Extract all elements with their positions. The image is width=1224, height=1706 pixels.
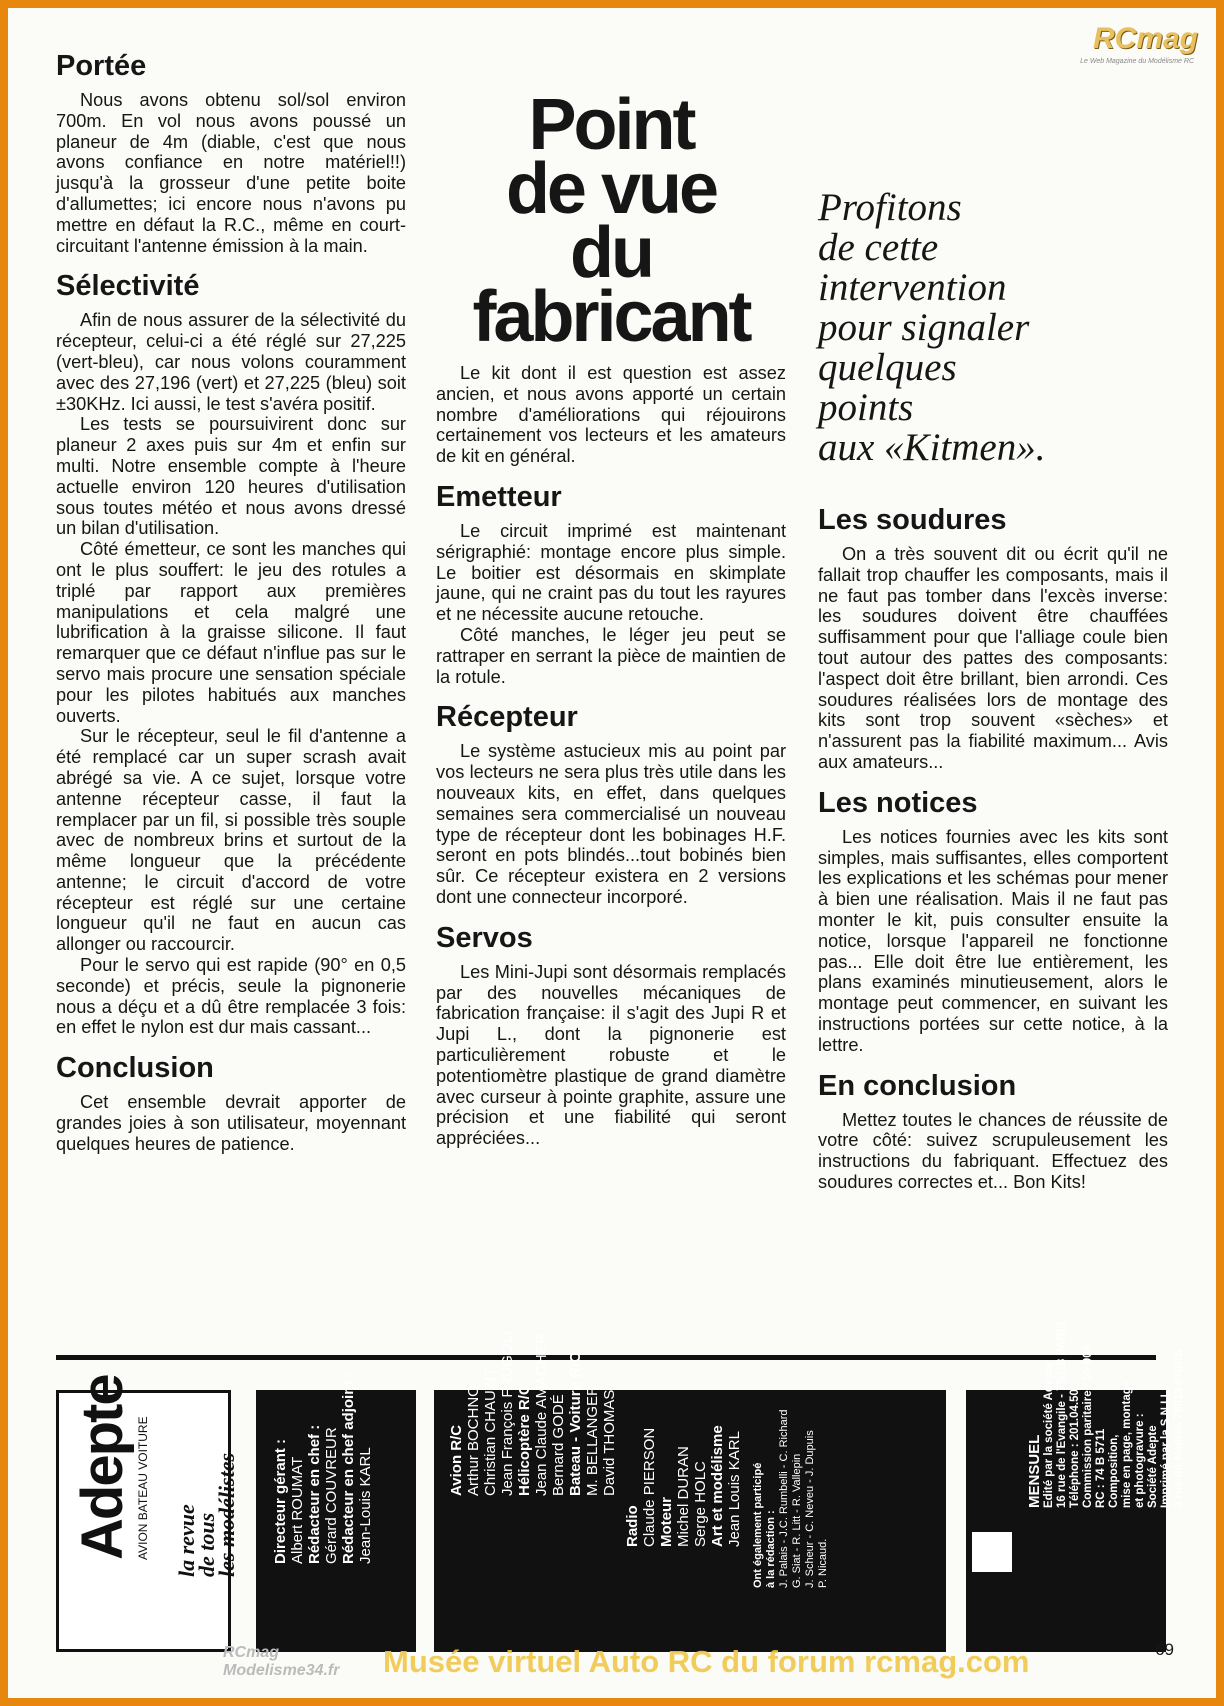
- slogan-line: la revue: [174, 1504, 199, 1577]
- staff-role: Art et modélisme: [709, 1425, 726, 1547]
- staff-role: Directeur gérant :: [272, 1438, 289, 1564]
- intro-line: aux «Kitmen».: [818, 426, 1046, 469]
- staff-name: Serge HOLC: [692, 1461, 709, 1547]
- intro-line: Profitons: [818, 186, 962, 229]
- staff-name: Michel DURAN: [675, 1446, 692, 1547]
- paragraph: Sur le récepteur, seul le fil d'antenne a été remplacé car un super scrash avait abrégé sa vie. A ce sujet, lorsque votre antenne récepteur casse, il faut la remplacer par un fil, si possible très souple avec de nombreux brins et surtout de la même longueur que la précédente antenne; le circuit d'accord de votre récepteur est réglé sur une certaine longueur qu'il ne faut en aucun cas allonger ou raccourcir.: [56, 726, 406, 955]
- watermark-logo: [223, 1644, 339, 1680]
- staff-list-contributors: [752, 1410, 830, 1589]
- staff-role: Rédacteur en chef :: [306, 1424, 323, 1564]
- watermark-logo-line: Modelisme34.fr: [223, 1662, 340, 1679]
- white-square: [972, 1532, 1012, 1572]
- paragraph: Cet ensemble devrait apporter de grandes joies à son utilisateur, moyennant quelques heures de patience.: [56, 1092, 406, 1154]
- paragraph: Le système astucieux mis au point par vos lecteurs ne sera plus très utile dans les nouveaux kits, en effet, dans quelques semaines sera commercialisé un nouveau type de récepteur dont les bobinages H.F. seront en pots blindés...tout bobinés bien sûr. Ce récepteur existera en 2 versions dont une connecteur incorporé.: [436, 741, 786, 907]
- intro-line: quelques: [818, 346, 957, 389]
- staff-role: Radio: [624, 1505, 641, 1547]
- paragraph: Afin de nous assurer de la sélectivité du récepteur, celui-ci a été réglé sur 27,225 (vert-bleu), car nous volons couramment avec des 27,196 (vert) et 27,225 (bleu) soit ±30KHz. Ici aussi, le test s'avéra positif.: [56, 310, 406, 414]
- staff-name: Christian CHAUZIT: [482, 1367, 499, 1496]
- staff-name: Arthur BOCHNO: [465, 1385, 482, 1496]
- staff-role: Ont également participé: [752, 1462, 764, 1588]
- publisher-line: mise en page, montage: [1121, 1380, 1133, 1508]
- staff-name: Jean Claude AMACHER: [533, 1333, 550, 1496]
- title-line: fabricant: [472, 277, 750, 357]
- staff-name: M. BELLANGER: [584, 1385, 601, 1496]
- revue-slogan: [174, 1452, 239, 1577]
- staff-name: Claude PIERSON: [641, 1427, 658, 1547]
- staff-name: Jean-Louis KARL: [357, 1447, 374, 1564]
- title-line: du: [570, 213, 652, 293]
- paragraph: Pour le servo qui est rapide (90° en 0,5 seconde) et précis, seule la pignonerie nous a déçu et a dû être remplacée 3 fois: en effet le nylon est dur mais cassant...: [56, 955, 406, 1038]
- staff-role: Moteur: [658, 1497, 675, 1547]
- title-line: de vue: [505, 149, 717, 229]
- staff-list-sections: [448, 1331, 618, 1496]
- intro-callout: [818, 188, 1168, 468]
- rcmag-logo: RCmag: [1092, 22, 1198, 55]
- staff-box-redaction: [434, 1330, 946, 1652]
- staff-name: Gérard COUVREUR: [323, 1427, 340, 1564]
- publisher-info: [1028, 1321, 1186, 1508]
- paragraph: Nous avons obtenu sol/sol environ 700m. En vol nous avons poussé un planeur de 4m (diable, c'est que nous avons confiance en notre matériel!!) jusqu'à la grosseur d'une petite boite d'allumettes; ici encore nous n'avons pu mettre en défaut la R.C., même en court-circuitant l'antenne émission à la main.: [56, 90, 406, 256]
- heading-conclusion: Conclusion: [56, 1052, 214, 1085]
- paragraph: On a très souvent dit ou écrit qu'il ne fallait trop chauffer les composants, mais il ne faut pas tomber dans l'excès inverse: les soudures doivent être chauffées suffisamment pour que l'alliage coule bien tout autour des pattes des composants: l'aspect doit être brillant, bien arrondi. Ces soudures réalisées lors de montage des kits sont trop souvent «sèches» et n'assurent pas la fiabilité maximum... Avis aux amateurs...: [818, 544, 1168, 772]
- adepte-title: Adepte: [70, 1375, 135, 1560]
- staff-name: Albert ROUMAT: [289, 1456, 306, 1564]
- staff-role: Hélicoptère R/C: [516, 1384, 533, 1496]
- publisher-line: Imprimé par la S.N.I.L.: [1160, 1387, 1172, 1508]
- publisher-line: 16 rue de l'Evangile - 75018 PARIS: [1056, 1321, 1068, 1508]
- paragraph: Les tests se poursuivirent donc sur planeur 2 axes puis sur 4m et enfin sur multi. Notre ensemble compte à l'heure actuelle environ 120 heures d'utilisation sous toutes météo et nous avons dressé un bilan d'utilisation.: [56, 414, 406, 539]
- intro-line: intervention: [818, 266, 1007, 309]
- heading-portee: Portée: [56, 50, 147, 82]
- paragraph: Les Mini-Jupi sont désormais remplacés par des nouvelles mécaniques de fabrication française: il s'agit des Jupi R et Jupi L., dont la pignonerie est particulièrement robuste et le potentiomètre plastique de grand diamètre avec curseur à pointe graphite, assure une précision et une fiabilité qui seront appréciées...: [436, 961, 786, 1149]
- rcmag-tagline: Le Web Magazine du Modélisme RC: [1080, 58, 1194, 65]
- staff-name: J. Scheur - C. Neveu - J. Dupuis: [804, 1430, 816, 1588]
- staff-list-radio-moteur: [624, 1425, 743, 1547]
- heading-en-conclusion: En conclusion: [818, 1069, 1017, 1102]
- publisher-line: RC : 74 B 5711: [1095, 1428, 1107, 1508]
- column-right: [818, 188, 1168, 1193]
- watermark-logo-line: RCmag: [223, 1644, 280, 1661]
- article-title: [436, 85, 786, 357]
- publisher-line: Société Adepte: [1147, 1425, 1159, 1508]
- staff-name: David THOMAS: [601, 1389, 618, 1496]
- paragraph: Le kit dont il est question est assez ancien, et nous avons apporté un certain nombre d'améliorations qui réjouirons certainement vos lecteurs et les amateurs de kit en général.: [436, 363, 786, 467]
- intro-line: de cette: [818, 226, 939, 269]
- paragraph: Le circuit imprimé est maintenant sérigraphié: montage encore plus simple. Le boitier est désormais en skimplate jaune, qui ne craint pas du tout les rayures et ne nécessite aucune retouche.: [436, 520, 786, 625]
- staff-role: Rédacteur en chef adjoint :: [340, 1371, 357, 1564]
- publisher-line: 3 rue de Nantes 75019 PARIS: [1173, 1349, 1185, 1508]
- publisher-line: Téléphone : 201.04.50: [1069, 1389, 1081, 1508]
- paragraph: Les notices fournies avec les kits sont simples, mais suffisantes, elles comportent les explications et les schémas pour mener à bien une réalisation. Mais il ne faut pas monter le kit, puis consulter ensuite la notice, lorsque l'appareil ne fonctionne pas... Elle doit être lue entièrement, les plans examinés minutieusement, alors le montage peut commencer, en suivant les instructions portées sur cette notice, à la lettre.: [818, 826, 1168, 1055]
- staff-name: P. Nicaud.: [817, 1538, 829, 1588]
- intro-line: points: [818, 386, 914, 429]
- adepte-subtitle: AVION BATEAU VOITURE: [136, 1416, 150, 1560]
- staff-list-direction: [272, 1371, 374, 1564]
- paragraph: Mettez toutes le chances de réussite de votre côté: suivez scrupuleusement les instructions du fabriquant. Effectuez des soudures correctes et... Bon Kits!: [818, 1109, 1168, 1192]
- adepte-logo: [69, 1375, 150, 1560]
- watermark-text: Musée virtuel Auto RC du forum rcmag.com: [383, 1644, 1030, 1679]
- paragraph: Côté manches, le léger jeu peut se rattraper en serrant la pièce de maintien de la rotule.: [436, 624, 786, 687]
- heading-notices: Les notices: [818, 786, 978, 819]
- publisher-line: Composition,: [1108, 1434, 1120, 1508]
- staff-box-direction: [256, 1371, 416, 1652]
- staff-name: Bernard GODÉ: [550, 1394, 567, 1496]
- staff-name: G. Siat - R. Litt - R. Vallepin: [791, 1453, 803, 1588]
- staff-role: Avion R/C: [448, 1424, 465, 1496]
- staff-role: à la rédaction :: [765, 1510, 777, 1588]
- staff-name: Jean Louis KARL: [726, 1431, 743, 1547]
- column-middle: [436, 85, 786, 1149]
- heading-selectivite: Sélectivité: [56, 270, 200, 303]
- heading-recepteur: Récepteur: [436, 701, 578, 734]
- publisher-line: Edité par la société Adepte: [1043, 1361, 1055, 1508]
- publisher-line: et photogravure :: [1134, 1413, 1146, 1508]
- slogan-line: de tous: [194, 1512, 219, 1577]
- staff-name: Jean François FRUGOLI: [499, 1330, 516, 1496]
- staff-name: J. Palais - J.C. Rumbelli - C. Richard: [778, 1409, 790, 1588]
- column-left: [56, 50, 406, 1155]
- heading-emetteur: Emetteur: [436, 480, 562, 513]
- publication-frequency: MENSUEL: [1026, 1434, 1043, 1508]
- staff-role: Bateau - Voiture R/C: [567, 1352, 584, 1496]
- heading-servos: Servos: [436, 921, 533, 954]
- adepte-logo-box: [56, 1375, 239, 1652]
- slogan-line: les modélistes: [214, 1452, 239, 1577]
- title-line: Point: [528, 85, 694, 165]
- paragraph: Côté émetteur, ce sont les manches qui ont le plus souffert: le jeu des rotules a triplé par rapport aux premières manipulations et cela malgré une lubrification à la graisse silicone. Il faut remarquer que ce défaut n'influe pas sur le servo mais procure une sensation spéciale pour les pilotes habitués aux manches ouverts.: [56, 539, 406, 726]
- intro-line: pour signaler: [818, 306, 1030, 349]
- heading-soudures: Les soudures: [818, 504, 1007, 536]
- publisher-line: Commission paritaire : 55 906: [1082, 1345, 1094, 1508]
- page-number: 69: [1155, 1640, 1174, 1659]
